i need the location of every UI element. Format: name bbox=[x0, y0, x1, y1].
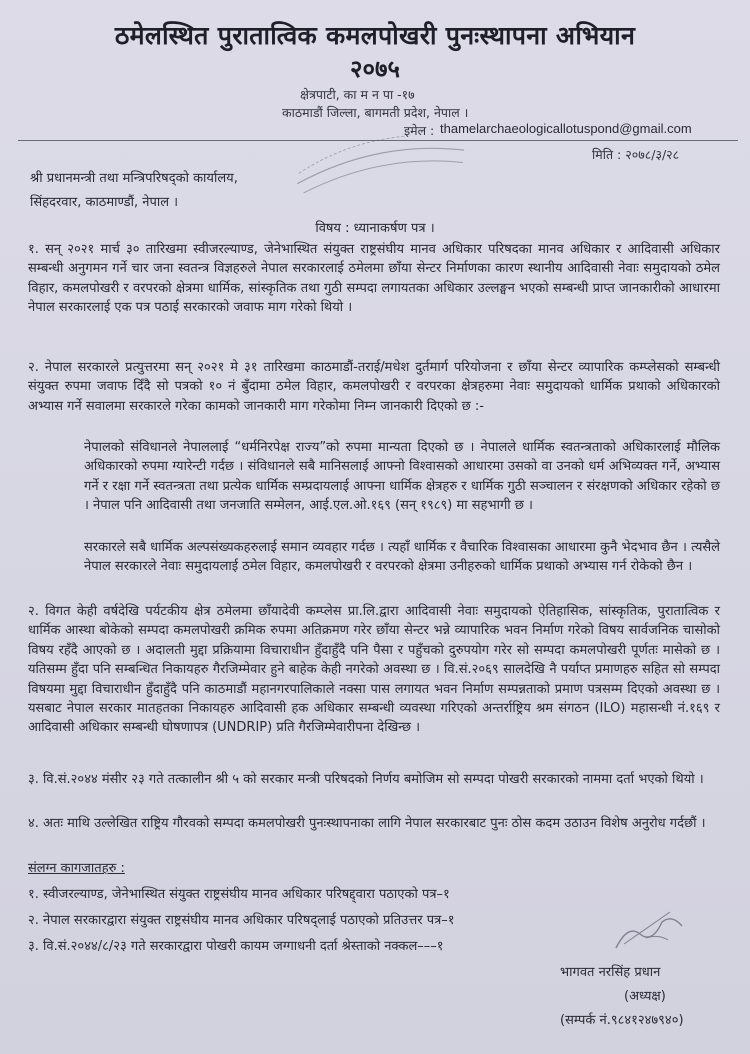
attachments-heading: संलग्न कागजातहरु : bbox=[28, 861, 125, 876]
handwritten-signature bbox=[610, 904, 690, 960]
email-address: thamelarchaeologicallotuspond@gmail.com bbox=[440, 121, 692, 136]
paragraph-2: २. नेपाल सरकारले प्रत्युत्तरमा सन् २०२१ मे ३१ तारिखमा काठमाडौं-तराई/मधेश दुर्तमार्ग परियोजना र छाँया सेन्टर व्यापारिक कम्प्लेसको सम्बन्धी संयुक्त रुपमा जवाफ दिँदै सो पत्रको १० नं बुँदामा ठमेल विहार, कमलपोखरी र वरपरका क्षेत्रहरुमा नेवाः समुदायको धार्मिक प्रथाको अधिकारको अभ्यास गर्ने सवालमा सरकारले गरेका कामको जानकारी माग गरेकोमा निम्न जानकारी दिएको छ :- bbox=[28, 360, 720, 414]
paragraph-5: ४. अतः माथि उल्लेखित राष्ट्रिय गौरवको सम्पदा कमलपोखरी पुनःस्थापनाका लागि नेपाल सरकारबाट पुनः ठोस कदम उठाउन विशेष अनुरोध गर्दछौं । bbox=[28, 816, 706, 831]
address-line-2: काठमाडौं जिल्ला, बागमती प्रदेश, नेपाल । bbox=[282, 105, 469, 120]
recipient-line-1: श्री प्रधानमन्त्री तथा मन्त्रिपरिषद्को कार्यालय, bbox=[30, 171, 238, 186]
office-stamp-mark bbox=[287, 120, 474, 204]
recipient-line-2: सिंहदरवार, काठमाण्डौं, नेपाल । bbox=[30, 195, 179, 210]
attachment-item-1: १. स्वीजरल्याण्ड, जेनेभास्थित संयुक्त राष्ट्रसंघीय मानव अधिकार परिषद्द्वारा पठाएको पत्र–१ bbox=[28, 887, 450, 902]
email-label: इमेल : bbox=[404, 123, 435, 138]
letter-subject: विषय : ध्यानाकर्षण पत्र । bbox=[315, 221, 435, 236]
paragraph-3: २. विगत केही वर्षदेखि पर्यटकीय क्षेत्र ठमेलमा छाँयादेवी कम्प्लेस प्रा.लि.द्वारा आदिवासी नेवाः समुदायको ऐतिहासिक, सांस्कृतिक, पुरातात्विक र धार्मिक आस्था बोकेको सम्पदा कमलपोखरी क्रमिक रुपमा अतिक्रमण गरेर छाँया सेन्टर भन्ने व्यापारिक भवन निर्माण गरेको विषय सार्वजनिक चासोको विषय रहँदै आएको छ । अदालती मुद्दा प्रक्रियामा विचाराधीन हुँदाहुँदै पनि पैसा र पहुँचको दुरुपयोग गरेर सो सम्पदा कमलपोखरी पूर्णतः मासेको छ । यतिसम्म हुँदा पनि सम्बन्धित निकायहरु गैरजिम्मेवार हुने बाहेक केही नगरेको अवस्था छ । वि.सं.२०६९ सालदेखि नै पर्याप्त प्रमाणहरु सहित सो सम्पदा विषयमा मुद्दा विचाराधीन हुँदाहुँदै पनि काठमाडौं महानगरपालिकाले नक्सा पास लगायत भवन निर्माण सम्पन्नताको प्रमाण पत्रसम्म दिएको अवस्था छ । यसबाट नेपाल सरकार मातहतका निकायहरु आदिवासी हक अधिकार सम्बन्धी व्यवस्था गरिएको अन्तर्राष्ट्रिय श्रम संगठन (ILO) महासन्धी नं.१६९ र आदिवासी अधिकार सम्बन्धी घोषणापत्र (UNDRIP) प्रति गैरजिम्मेवारीपना देखिन्छ । bbox=[28, 604, 720, 736]
signatory-contact: (सम्पर्क नं.९८४१२४७९४०) bbox=[560, 1013, 684, 1028]
signatory-name: भागवत नरसिंह प्रधान bbox=[560, 965, 661, 980]
paragraph-1: १. सन् २०२१ मार्च ३० तारिखमा स्वीजरल्याण्ड, जेनेभास्थित संयुक्त राष्ट्रसंघीय मानव अधिकार परिषदका मानव अधिकार र आदिवासी अधिकार सम्बन्धी अनुगमन गर्ने चार जना स्वतन्त्र विज्ञहरुले नेपाल सरकारलाई ठमेलमा छाँया सेन्टर निर्माणका कारण स्थानीय आदिवासी नेवाः समुदायको ठमेल विहार, कमलपोखरी र वरपरको क्षेत्रमा धार्मिक, सांस्कृतिक तथा गुठी सम्पदा लगायतका अधिकार उल्लङ्घन भएको सम्बन्धी प्राप्त जानकारीको आधारमा नेपाल सरकारलाई एक पत्र पठाई सरकारको जवाफ माग गरेको थियो । bbox=[28, 242, 720, 316]
letter-date: मिति : २०७८/३/२८ bbox=[592, 147, 680, 162]
organization-year: २०७५ bbox=[350, 55, 400, 83]
attachment-item-2: २. नेपाल सरकारद्वारा संयुक्त राष्ट्रसंघीय मानव अधिकार परिषद्लाई पठाएको प्रतिउत्तर पत्र–१ bbox=[28, 913, 455, 928]
signatory-role: (अध्यक्ष) bbox=[624, 989, 666, 1004]
organization-title: ठमेलस्थित पुरातात्विक कमलपोखरी पुनःस्थापना अभियान bbox=[114, 21, 636, 50]
quoted-paragraph-2: सरकारले सबै धार्मिक अल्पसंख्यकहरुलाई समान व्यवहार गर्दछ । त्यहाँ धार्मिक र वैचारिक विश्वासका आधारमा कुनै भेदभाव छैन । त्यसैले नेपाल सरकारले नेवाः समुदायलाई ठमेल विहार, कमलपोखरी र वरपरको क्षेत्रमा उनीहरुको धार्मिक प्रथाको अभ्यास गर्न रोकेको छैन । bbox=[84, 540, 720, 575]
paragraph-4: ३. वि.सं.२०४४ मंसीर २३ गते तत्कालीन श्री ५ को सरकार मन्त्री परिषदको निर्णय बमोजिम सो सम्पदा पोखरी सरकारको नाममा दर्ता भएको थियो । bbox=[28, 772, 704, 787]
attachment-item-3: ३. वि.सं.२०४४/८/२३ गते सरकारद्वारा पोखरी कायम जग्गाधनी दर्ता श्रेस्ताको नक्कल–––१ bbox=[28, 939, 444, 954]
quoted-paragraph-1: नेपालको संविधानले नेपाललाई “धर्मनिरपेक्ष राज्य”को रुपमा मान्यता दिएको छ । नेपालले धार्मिक स्वतन्त्रताको अधिकारलाई मौलिक अधिकारको रुपमा ग्यारेन्टी गर्दछ । संविधानले सबै मानिसलाई आफ्नो विश्वासको आधारमा उसको वा उनको धर्म अभिव्यक्त गर्ने, अभ्यास गर्ने र रक्षा गर्ने स्वतन्त्रता तथा प्रत्येक धार्मिक सम्प्रदायलाई आफ्ना धार्मिक क्षेत्रहरु र धार्मिक गुठी सञ्चालन र संरक्षणको अधिकार रहेको छ । नेपाल पनि आदिवासी तथा जनजाति सम्मेलन, आई.एल.ओ.१६९ (सन् १९८९) मा सहभागी छ । bbox=[84, 440, 720, 514]
address-line-1: क्षेत्रपाटी, का म न पा -१७ bbox=[300, 87, 415, 102]
